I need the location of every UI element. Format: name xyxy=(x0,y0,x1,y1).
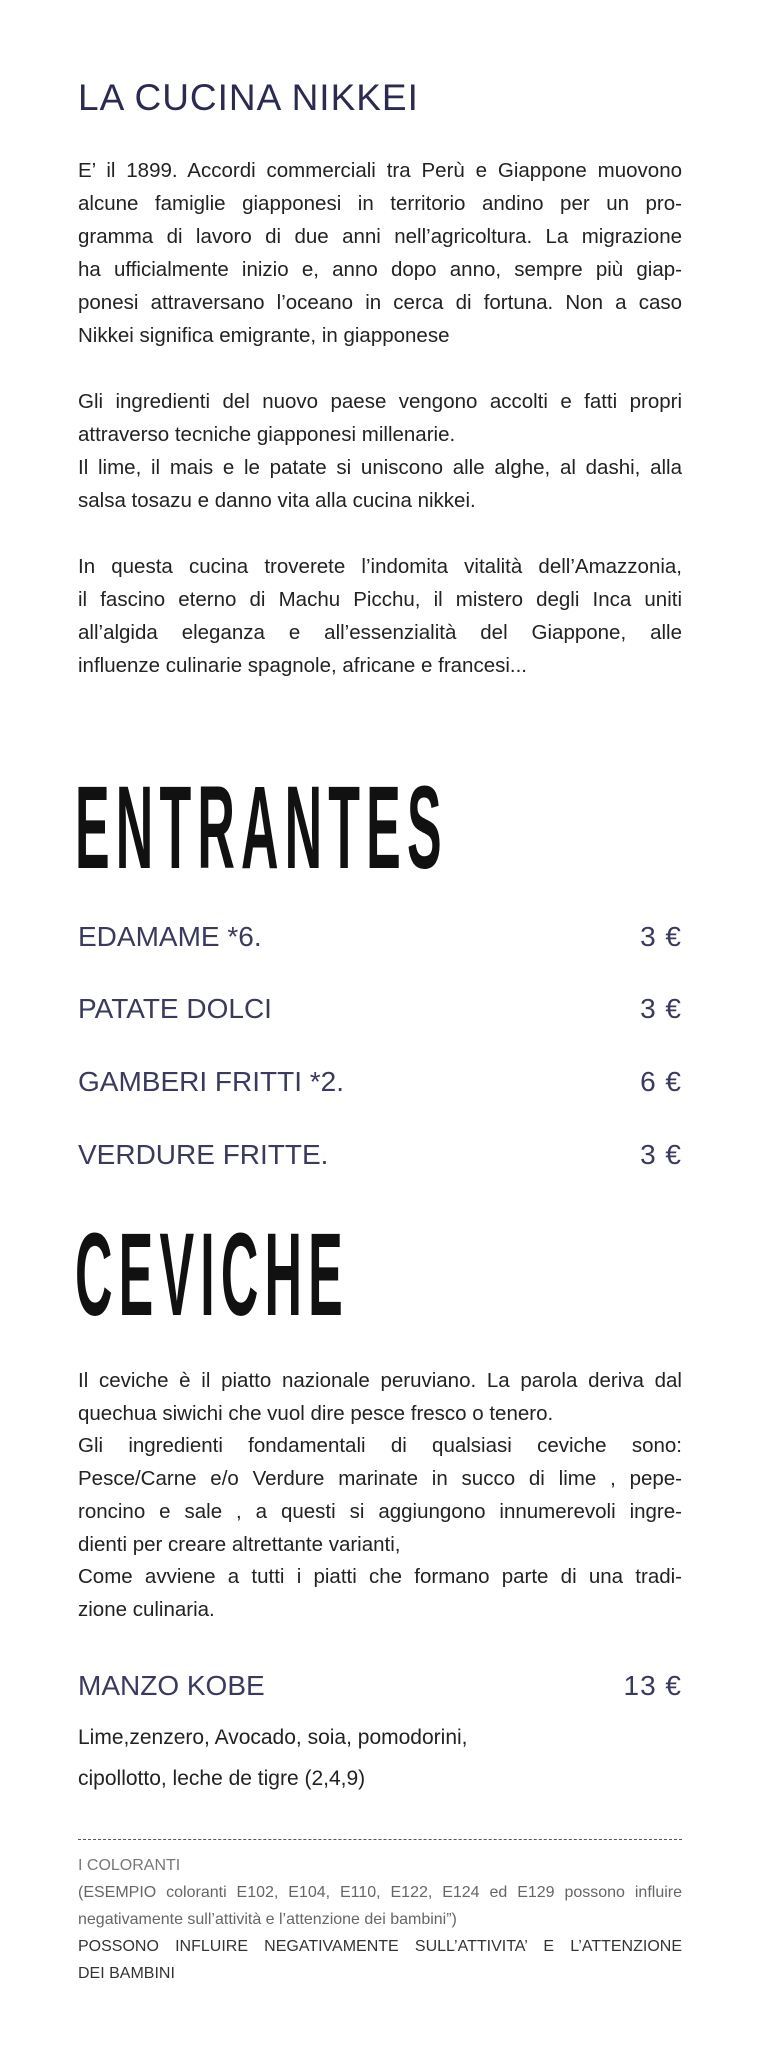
menu-item-name: GAMBERI FRITTI *2. xyxy=(78,1066,345,1097)
intro-paragraph-1 xyxy=(78,154,682,352)
text-line: Gli ingredienti fondamentali di qualsiasi ceviche sono: xyxy=(78,1434,682,1458)
text-line: Nikkei significa emigrante, in giapponese xyxy=(78,324,450,347)
text-line: Il ceviche è il piatto nazionale peruviano. La parola deriva dal xyxy=(78,1369,682,1392)
menu-item xyxy=(78,1064,682,1100)
menu-item-name: MANZO KOBE xyxy=(78,1670,265,1701)
ceviche-description xyxy=(78,1365,682,1627)
footer-line: DEI BAMBINI xyxy=(78,1965,175,1982)
text-line: Pesce/Carne e/o Verdure marinate in succo di lime , pepe- xyxy=(78,1467,682,1491)
text-line: Come avviene a tutti i piatti che formano parte di una tradi- xyxy=(78,1565,682,1589)
menu-item-price: 3 € xyxy=(640,993,682,1024)
dashed-divider xyxy=(78,1839,682,1840)
text-line: influenze culinarie spagnole, africane e francesi... xyxy=(78,654,527,677)
text-line: quechua siwichi che vuol dire pesce fresco o tenero. xyxy=(78,1401,554,1425)
allergen-note xyxy=(78,1852,682,1987)
footer-line: I COLORANTI xyxy=(78,1857,181,1874)
menu-item-ingredients xyxy=(78,1717,682,1799)
ingredients-line: Lime,zenzero, Avocado, soia, pomodorini, xyxy=(78,1726,468,1749)
text-line: gramma di lavoro di due anni nell’agricoltura. La migrazione xyxy=(78,225,682,248)
text-line: E’ il 1899. Accordi commerciali tra Perù e Giappone muovono xyxy=(78,159,682,182)
menu-item-name: PATATE DOLCI xyxy=(78,993,272,1024)
intro-paragraph-3 xyxy=(78,550,682,682)
text-line: zione culinaria. xyxy=(78,1597,215,1621)
text-line: Gli ingredienti del nuovo paese vengono accolti e fatti propri xyxy=(78,390,682,413)
text-line: il fascino eterno di Machu Picchu, il mistero degli Inca uniti xyxy=(78,588,682,611)
section-heading-entrantes: ENTRANTES xyxy=(75,762,448,894)
menu-item-price: 3 € xyxy=(640,1139,682,1170)
menu-item-price: 6 € xyxy=(640,1066,682,1097)
section-heading-ceviche: CEVICHE xyxy=(75,1209,349,1341)
menu-item-price: 3 € xyxy=(640,921,682,952)
text-line: ha ufficialmente inizio e, anno dopo anno, sempre più giap- xyxy=(78,258,682,281)
footer-line: POSSONO INFLUIRE NEGATIVAMENTE SULL’ATTIVITA’ E L’ATTENZIONE xyxy=(78,1938,682,1955)
text-line: attraverso tecniche giapponesi millenarie. xyxy=(78,423,456,446)
text-line: salsa tosazu e danno vita alla cucina nikkei. xyxy=(78,489,476,512)
menu-item xyxy=(78,1668,682,1704)
ingredients-line: cipollotto, leche de tigre (2,4,9) xyxy=(78,1767,366,1790)
menu-item-name: EDAMAME *6. xyxy=(78,921,262,952)
page-title: LA CUCINA NIKKEI xyxy=(78,77,419,118)
footer-line: negativamente sull’attività e l’attenzione dei bambini”) xyxy=(78,1911,457,1928)
text-line: all’algida eleganza e all’essenzialità del Giappone, alle xyxy=(78,621,682,644)
text-line: roncino e sale , a questi si aggiungono innumerevoli ingre- xyxy=(78,1499,682,1523)
intro-paragraph-2 xyxy=(78,385,682,517)
text-line: Il lime, il mais e le patate si uniscono alle alghe, al dashi, alla xyxy=(78,456,682,479)
text-line: dienti per creare altrettante varianti, xyxy=(78,1532,401,1556)
menu-item-price: 13 € xyxy=(623,1670,682,1701)
text-line: ponesi attraversano l’oceano in cerca di fortuna. Non a caso xyxy=(78,291,682,314)
text-line: alcune famiglie giapponesi in territorio andino per un pro- xyxy=(78,192,682,215)
menu-item-name: VERDURE FRITTE. xyxy=(78,1139,329,1170)
menu-item xyxy=(78,991,682,1027)
text-line: In questa cucina troverete l’indomita vitalità dell’Amazzonia, xyxy=(78,555,682,578)
menu-item xyxy=(78,1137,682,1173)
menu-item xyxy=(78,919,682,955)
footer-line: (ESEMPIO coloranti E102, E104, E110, E122, E124 ed E129 possono influire xyxy=(78,1884,682,1901)
